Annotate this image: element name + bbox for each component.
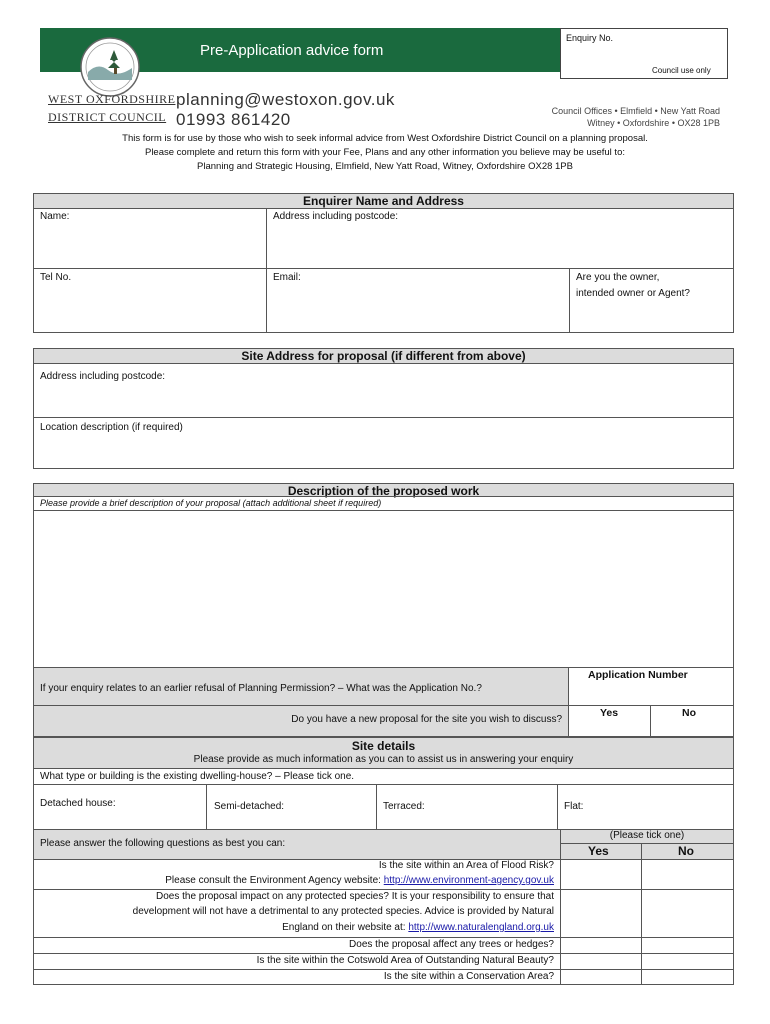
email-field[interactable]: Email: (273, 272, 301, 283)
enquiry-number-label: Enquiry No. (566, 33, 614, 43)
contact-phone: 01993 861420 (176, 110, 291, 129)
description-heading: Description of the proposed work (33, 483, 734, 497)
intro-line-2: Please complete and return this form with your Fee, Plans and any other information you believe may be useful to: (144, 147, 625, 158)
detached-option[interactable]: Detached house: (40, 798, 116, 809)
terraced-option[interactable]: Terraced: (383, 801, 425, 812)
intro-line-1: This form is for use by those who wish to seek informal advice from West Oxfordshire District Council on a planning proposal. (122, 133, 648, 144)
name-field[interactable]: Name: (40, 211, 70, 222)
trees-hedges-question: Does the proposal affect any trees or hedges? (349, 939, 554, 950)
tel-field[interactable]: Tel No. (40, 272, 72, 283)
protected-species-line3: England on their website at: http://www.naturalengland.org.uk (282, 922, 554, 933)
conservation-area-question: Is the site within a Conservation Area? (383, 971, 554, 982)
flood-risk-question: Is the site within an Area of Flood Risk? (378, 860, 554, 871)
intro-line-3: Planning and Strategic Housing, Elmfield, New Yatt Road, Witney, Oxfordshire OX28 1PB (197, 161, 573, 172)
new-proposal-question: Do you have a new proposal for the site you wish to discuss? (291, 714, 562, 725)
environment-agency-link[interactable]: http://www.environment-agency.gov.uk (383, 875, 554, 886)
site-details-heading: Site details (351, 739, 416, 753)
new-proposal-no[interactable]: No (682, 707, 696, 719)
protected-species-line2: development will not have a detrimental to any protected species. Advice is provided by Natural (132, 906, 554, 917)
natural-england-link[interactable]: http://www.naturalengland.org.uk (408, 922, 554, 933)
location-description-field[interactable]: Location description (if required) (40, 422, 183, 433)
council-logo-icon (74, 36, 146, 98)
application-number-label: Application Number (588, 669, 688, 681)
contact-email: planning@westoxon.gov.uk (176, 90, 395, 109)
questions-no-header: No (678, 844, 694, 858)
council-name-line2: DISTRICT COUNCIL (48, 110, 167, 124)
description-hint: Please provide a brief description of your proposal (attach additional sheet if required) (40, 498, 382, 508)
new-proposal-yes[interactable]: Yes (600, 707, 619, 719)
dwelling-question: What type or building is the existing dwelling-house? – Please tick one. (40, 771, 355, 782)
application-number-field[interactable] (569, 680, 734, 704)
council-name-line1: WEST OXFORDSHIRE (48, 92, 176, 106)
aonb-question: Is the site within the Cotswold Area of Outstanding Natural Beauty? (256, 955, 554, 966)
owner-question-line1[interactable]: Are you the owner, (576, 272, 660, 283)
owner-question-line2: intended owner or Agent? (576, 288, 690, 299)
questions-yes-header: Yes (588, 844, 609, 858)
tick-one-label: (Please tick one) (609, 830, 685, 841)
answer-prompt: Please answer the following questions as best you can: (40, 838, 286, 849)
office-address-line2: Witney • Oxfordshire • OX28 1PB (587, 118, 720, 128)
protected-species-line1: Does the proposal impact on any protected species? It is your responsibility to ensure that (156, 891, 554, 902)
site-address-field[interactable]: Address including postcode: (40, 371, 166, 382)
council-use-label: Council use only (652, 66, 711, 75)
enquirer-section (33, 208, 734, 333)
site-address-heading: Site Address for proposal (if different from above) (33, 348, 734, 364)
semi-detached-option[interactable]: Semi-detached: (214, 801, 285, 812)
refusal-question: If your enquiry relates to an earlier refusal of Planning Permission? – What was the Application No.? (40, 683, 482, 694)
office-address-line1: Council Offices • Elmfield • New Yatt Road (551, 106, 720, 116)
enquirer-section-heading: Enquirer Name and Address (33, 193, 734, 209)
flood-risk-advice: Please consult the Environment Agency website: http://www.environment-agency.gov.uk (165, 875, 554, 886)
address-field[interactable]: Address including postcode: (273, 211, 399, 222)
refusal-grey-area (34, 667, 568, 736)
flat-option[interactable]: Flat: (564, 801, 584, 812)
site-details-subheading: Please provide as much information as you can to assist us in answering your enquiry (193, 754, 574, 765)
description-textarea[interactable] (34, 511, 733, 667)
page-title: Pre-Application advice form (200, 42, 384, 59)
